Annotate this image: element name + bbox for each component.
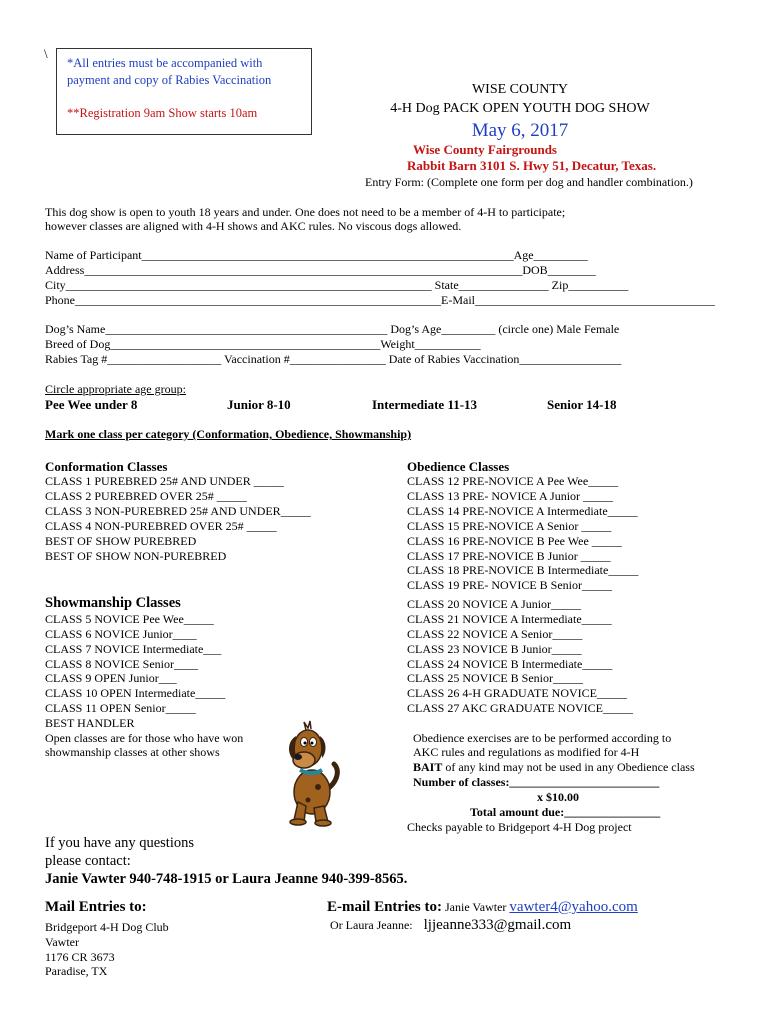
participant-name-field[interactable]: Name of Participant______________________________________________________________Age_________ [45, 248, 588, 262]
obedience-class[interactable]: CLASS 25 NOVICE B Senior_____ [407, 671, 584, 685]
bait-rest: of any kind may not be used in any Obedience class [442, 760, 695, 774]
obedience-class[interactable]: CLASS 13 PRE- NOVICE A Junior _____ [407, 489, 614, 503]
showmanship-class[interactable]: CLASS 9 OPEN Junior___ [45, 671, 177, 685]
mail-entries-title: Mail Entries to: [45, 899, 147, 915]
contact-line-1: If you have any questions [45, 835, 194, 851]
contact-phones: Janie Vawter 940-748-1915 or Laura Jeanne 940-399-8565. [45, 871, 408, 887]
venue-line-1: Wise County Fairgrounds [413, 142, 557, 157]
obedience-class[interactable]: CLASS 19 PRE- NOVICE B Senior_____ [407, 578, 613, 592]
showmanship-note: Open classes are for those who have won [45, 731, 244, 745]
mark-one-instruction: Mark one class per category (Conformation, Obedience, Showmanship) [45, 427, 412, 441]
laura-email[interactable]: ljjeanne333@gmail.com [423, 917, 572, 933]
obedience-class[interactable]: CLASS 20 NOVICE A Junior_____ [407, 597, 582, 611]
age-senior[interactable]: Senior 14-18 [547, 397, 617, 412]
showmanship-class[interactable]: CLASS 11 OPEN Senior_____ [45, 701, 196, 715]
entry-form-note: Entry Form: (Complete one form per dog and handler combination.) [365, 175, 693, 189]
mail-address-line: Vawter [45, 935, 79, 949]
dog-breed-field[interactable]: Breed of Dog_____________________________________________Weight___________ [45, 337, 481, 351]
conformation-class[interactable]: CLASS 2 PUREBRED OVER 25# _____ [45, 489, 247, 503]
obedience-class[interactable]: CLASS 14 PRE-NOVICE A Intermediate_____ [407, 504, 638, 518]
venue-line-2: Rabbit Barn 3101 S. Hwy 51, Decatur, Texas. [407, 158, 657, 173]
age-group-label: Circle appropriate age group: [45, 382, 186, 396]
showmanship-class[interactable]: CLASS 10 OPEN Intermediate_____ [45, 686, 226, 700]
janie-label: Janie Vawter [441, 900, 510, 914]
number-of-classes-field[interactable]: Number of classes:_________________________ [413, 775, 660, 789]
obedience-class[interactable]: CLASS 21 NOVICE A Intermediate_____ [407, 612, 612, 626]
notice-box [56, 48, 312, 135]
header-county: WISE COUNTY [471, 82, 569, 97]
obedience-class[interactable]: CLASS 24 NOVICE B Intermediate_____ [407, 657, 613, 671]
intro-line-2: however classes are aligned with 4-H shows and AKC rules. No viscous dogs allowed. [45, 219, 462, 233]
dog-name-field[interactable]: Dog’s Name_______________________________________________ Dog’s Age_________ (circle one) Male Female [45, 322, 620, 336]
obedience-class[interactable]: CLASS 15 PRE-NOVICE A Senior _____ [407, 519, 612, 533]
obedience-class[interactable]: CLASS 17 PRE-NOVICE B Junior _____ [407, 549, 611, 563]
intro-line-1: This dog show is open to youth 18 years and under. One does not need to be a member of 4-H to participate; [45, 205, 566, 219]
obedience-note-line-2: AKC rules and regulations as modified for 4-H [413, 745, 640, 759]
showmanship-class[interactable]: CLASS 7 NOVICE Intermediate___ [45, 642, 222, 656]
conformation-class[interactable]: BEST OF SHOW PUREBRED [45, 534, 197, 548]
conformation-class[interactable]: BEST OF SHOW NON-PUREBRED [45, 549, 227, 563]
participant-phone-field[interactable]: Phone_____________________________________________________________E-Mail________________________________________ [45, 293, 715, 307]
header-title: 4-H Dog PACK OPEN YOUTH DOG SHOW [390, 101, 650, 116]
conformation-class[interactable]: CLASS 3 NON-PUREBRED 25# AND UNDER_____ [45, 504, 311, 518]
obedience-class[interactable]: CLASS 12 PRE-NOVICE A Pee Wee_____ [407, 474, 619, 488]
contact-line-2: please contact: [45, 853, 131, 869]
fee-multiplier: x $10.00 [537, 790, 579, 804]
corner-mark: \ [44, 46, 48, 61]
notice-line-2: payment and copy of Rabies Vaccination [67, 73, 272, 87]
showmanship-class[interactable]: BEST HANDLER [45, 716, 135, 730]
laura-label: Or Laura Jeanne: [330, 918, 413, 932]
cartoon-dog-icon [268, 712, 348, 827]
bait-bold: BAIT [413, 760, 443, 774]
conformation-class[interactable]: CLASS 1 PUREBRED 25# AND UNDER _____ [45, 474, 284, 488]
notice-line-1: *All entries must be accompanied with [67, 56, 263, 70]
mail-address-line: Bridgeport 4-H Dog Club [45, 920, 169, 934]
obedience-class[interactable]: CLASS 27 AKC GRADUATE NOVICE_____ [407, 701, 634, 715]
notice-registration: **Registration 9am Show starts 10am [67, 106, 258, 120]
janie-email-link[interactable]: vawter4@yahoo.com [509, 899, 638, 915]
laura-email-row [330, 917, 571, 934]
participant-address-field[interactable]: Address_________________________________________________________________________DOB________ [45, 263, 596, 277]
obedience-class[interactable]: CLASS 26 4-H GRADUATE NOVICE_____ [407, 686, 628, 700]
total-amount-field[interactable]: Total amount due:________________ [470, 805, 661, 819]
obedience-class[interactable]: CLASS 23 NOVICE B Junior_____ [407, 642, 582, 656]
obedience-class[interactable]: CLASS 22 NOVICE A Senior_____ [407, 627, 583, 641]
participant-city-field[interactable]: City_____________________________________________________________ State_______________ Zip__________ [45, 278, 629, 292]
age-peewee[interactable]: Pee Wee under 8 [45, 397, 138, 412]
bait-note [413, 760, 695, 775]
showmanship-class[interactable]: CLASS 8 NOVICE Senior____ [45, 657, 199, 671]
mail-address-line: Paradise, TX [45, 964, 108, 978]
age-intermediate[interactable]: Intermediate 11-13 [372, 397, 478, 412]
obedience-class[interactable]: CLASS 16 PRE-NOVICE B Pee Wee _____ [407, 534, 622, 548]
conformation-class[interactable]: CLASS 4 NON-PUREBRED OVER 25# _____ [45, 519, 277, 533]
showmanship-class[interactable]: CLASS 6 NOVICE Junior____ [45, 627, 197, 641]
obedience-note-line-1: Obedience exercises are to be performed according to [413, 731, 672, 745]
showmanship-title: Showmanship Classes [45, 595, 181, 611]
email-entries-title: E-mail Entries to: [327, 899, 442, 915]
checks-payable: Checks payable to Bridgeport 4-H Dog project [407, 820, 632, 834]
rabies-field[interactable]: Rabies Tag #___________________ Vaccination #________________ Date of Rabies Vaccination_________________ [45, 352, 622, 366]
showmanship-note: showmanship classes at other shows [45, 745, 220, 759]
mail-address-line: 1176 CR 3673 [45, 950, 115, 964]
obedience-class[interactable]: CLASS 18 PRE-NOVICE B Intermediate_____ [407, 563, 639, 577]
obedience-title: Obedience Classes [407, 459, 510, 474]
header-date: May 6, 2017 [471, 120, 569, 141]
email-entries-row [327, 899, 638, 916]
showmanship-class[interactable]: CLASS 5 NOVICE Pee Wee_____ [45, 612, 214, 626]
conformation-title: Conformation Classes [45, 459, 168, 474]
age-junior[interactable]: Junior 8-10 [227, 397, 291, 412]
